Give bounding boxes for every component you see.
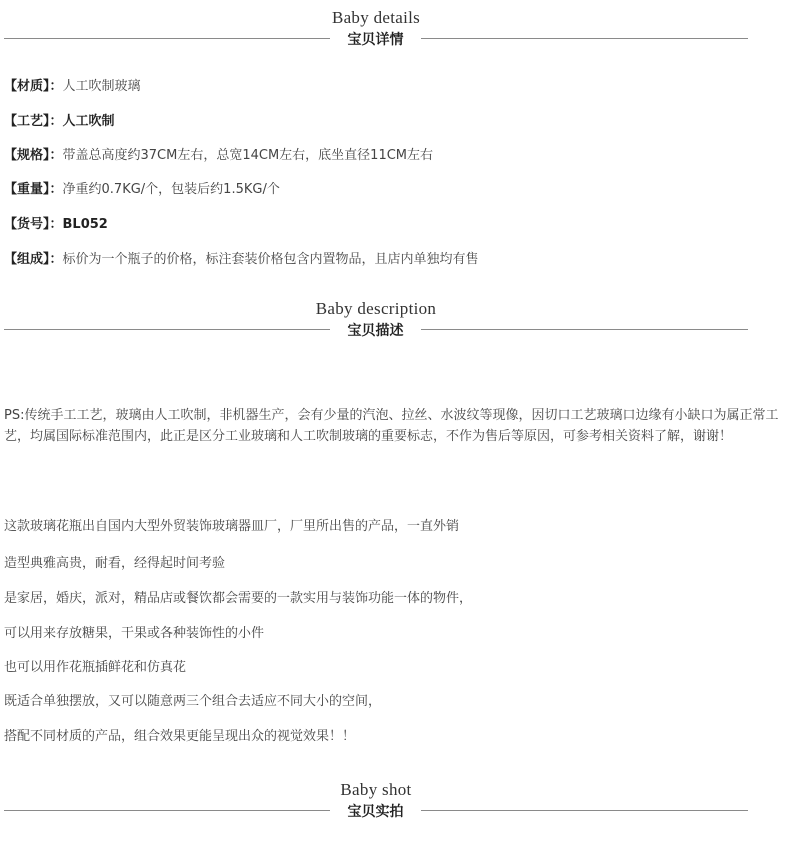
section-title-cn: 宝贝实拍 — [347, 804, 404, 820]
detail-row-composition — [4, 251, 479, 269]
divider-right — [421, 810, 748, 811]
section-title-cn: 宝贝描述 — [347, 323, 404, 339]
divider-right — [421, 38, 748, 39]
description-line: 造型典雅高贵，耐看，经得起时间考验 — [4, 556, 226, 571]
detail-key: 【组成】： — [4, 252, 63, 267]
divider-left — [4, 810, 330, 811]
detail-row-item-no — [4, 216, 108, 234]
detail-row-weight — [4, 181, 280, 199]
section-header-shot — [0, 780, 790, 820]
divider-left — [4, 38, 330, 39]
section-title-en: Baby shot — [340, 780, 412, 799]
section-header-details — [0, 8, 790, 48]
detail-key: 【规格】： — [4, 148, 63, 163]
section-title-cn: 宝贝详情 — [347, 32, 404, 48]
detail-row-craft — [4, 113, 115, 131]
ps-note: PS:传统手工工艺，玻璃由人工吹制，非机器生产，会有少量的汽泡、拉丝、水波纹等现像，因切口工艺玻璃口边缘有小缺口为属正常工艺，均属国际标准范围内，此正是区分工业玻璃和人工吹制玻璃的重要标志，不作为售后等原因，可参考相关资料了解，谢谢！ — [4, 408, 779, 444]
detail-key: 【重量】： — [4, 182, 63, 197]
detail-value: BL052 — [62, 217, 108, 232]
detail-row-spec — [4, 147, 433, 165]
section-title-en: Baby details — [331, 8, 421, 27]
section-title-en: Baby description — [315, 299, 437, 318]
detail-value: 人工吹制玻璃 — [62, 79, 141, 94]
detail-value: 带盖总高度约37CM左右，总宽14CM左右，底坐直径11CM左右 — [62, 148, 434, 163]
description-line: 也可以用作花瓶插鲜花和仿真花 — [4, 660, 187, 675]
detail-key: 【材质】： — [4, 79, 63, 94]
detail-value: 人工吹制 — [62, 114, 115, 129]
divider-right — [421, 329, 748, 330]
detail-value: 净重约0.7KG/个，包装后约1.5KG/个 — [62, 182, 280, 197]
description-line: 是家居，婚庆，派对，精品店或餐饮都会需要的一款实用与装饰功能一体的物件， — [4, 591, 473, 606]
description-line: 既适合单独摆放，又可以随意两三个组合去适应不同大小的空间， — [4, 694, 382, 709]
description-line: 可以用来存放糖果，干果或各种装饰性的小件 — [4, 626, 265, 641]
detail-value: 标价为一个瓶子的价格，标注套装价格包含内置物品，且店内单独均有售 — [62, 252, 479, 267]
section-header-description — [0, 299, 790, 339]
detail-row-material — [4, 78, 141, 96]
description-line: 这款玻璃花瓶出自国内大型外贸装饰玻璃器皿厂，厂里所出售的产品，一直外销 — [4, 519, 460, 534]
detail-key: 【工艺】： — [4, 114, 63, 129]
detail-key: 【货号】： — [4, 217, 63, 232]
divider-left — [4, 329, 330, 330]
description-line: 搭配不同材质的产品，组合效果更能呈现出众的视觉效果！！ — [4, 729, 356, 744]
